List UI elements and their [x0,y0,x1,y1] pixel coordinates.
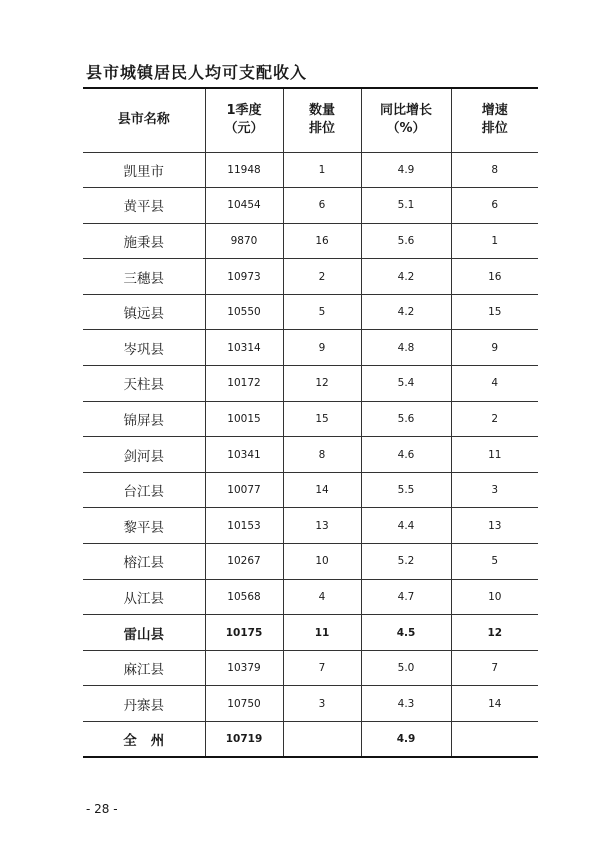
cell-county: 榕江县 [83,544,205,580]
header-yoy-growth [361,88,451,152]
cell-growth-rank: 4 [451,366,538,402]
cell-growth-rank: 10 [451,579,538,615]
table-row [83,437,538,473]
page-title: 县市城镇居民人均可支配收入 [86,63,308,82]
cell-income: 10973 [205,259,283,295]
cell-rank: 4 [283,579,361,615]
cell-income: 10341 [205,437,283,473]
cell-rank: 10 [283,544,361,580]
cell-growth: 4.5 [361,615,451,651]
header-amount-rank [283,88,361,152]
cell-income: 10175 [205,615,283,651]
page-number: - 28 - [86,802,118,816]
cell-growth: 4.2 [361,294,451,330]
cell-county: 丹寨县 [83,686,205,722]
cell-income: 9870 [205,223,283,259]
cell-rank: 13 [283,508,361,544]
cell-growth-rank: 7 [451,650,538,686]
cell-growth-rank: 1 [451,223,538,259]
table-row [83,223,538,259]
cell-growth: 5.6 [361,401,451,437]
income-table [83,87,538,758]
cell-growth: 5.4 [361,366,451,402]
cell-growth: 4.8 [361,330,451,366]
cell-growth: 4.7 [361,579,451,615]
cell-growth: 5.0 [361,650,451,686]
cell-growth-rank: 5 [451,544,538,580]
cell-rank: 1 [283,152,361,188]
table-row [83,152,538,188]
cell-growth: 4.6 [361,437,451,473]
header-q1-income [205,88,283,152]
cell-rank: 2 [283,259,361,295]
cell-rank: 16 [283,223,361,259]
table-total-row [83,722,538,758]
header-amount-rank-line1: 数量 [308,103,335,119]
table-row [83,188,538,224]
cell-growth: 5.1 [361,188,451,224]
header-amount-rank-line2: 排位 [308,121,335,137]
cell-county: 雷山县 [83,615,205,651]
cell-income: 10550 [205,294,283,330]
table-row [83,686,538,722]
cell-county: 从江县 [83,579,205,615]
header-growth-rank [451,88,538,152]
table-row [83,401,538,437]
cell-county: 天柱县 [83,366,205,402]
cell-county: 三穗县 [83,259,205,295]
cell-total-income: 10719 [205,722,283,758]
cell-growth: 5.5 [361,472,451,508]
cell-total-growth-rank [451,722,538,758]
cell-county: 锦屏县 [83,401,205,437]
cell-county: 凯里市 [83,152,205,188]
cell-income: 10568 [205,579,283,615]
cell-growth: 4.4 [361,508,451,544]
cell-growth-rank: 2 [451,401,538,437]
cell-growth-rank: 14 [451,686,538,722]
cell-rank: 14 [283,472,361,508]
cell-growth-rank: 6 [451,188,538,224]
cell-county: 黎平县 [83,508,205,544]
cell-total-growth: 4.9 [361,722,451,758]
table-row [83,544,538,580]
cell-income: 10015 [205,401,283,437]
cell-growth-rank: 13 [451,508,538,544]
cell-county: 岑巩县 [83,330,205,366]
cell-county: 剑河县 [83,437,205,473]
cell-growth-rank: 11 [451,437,538,473]
table-row [83,579,538,615]
cell-income: 10267 [205,544,283,580]
cell-rank: 15 [283,401,361,437]
cell-rank: 5 [283,294,361,330]
cell-county: 麻江县 [83,650,205,686]
table-row [83,330,538,366]
cell-growth: 4.9 [361,152,451,188]
cell-growth-rank: 8 [451,152,538,188]
header-q1-income-line2: （元） [224,121,264,137]
table-row [83,508,538,544]
cell-income: 10172 [205,366,283,402]
cell-growth: 4.3 [361,686,451,722]
cell-total-label: 全州 [83,722,205,758]
cell-county: 黄平县 [83,188,205,224]
table-row [83,472,538,508]
cell-growth-rank: 16 [451,259,538,295]
cell-rank: 8 [283,437,361,473]
cell-growth-rank: 3 [451,472,538,508]
table-row [83,294,538,330]
cell-income: 11948 [205,152,283,188]
cell-growth-rank: 9 [451,330,538,366]
cell-income: 10454 [205,188,283,224]
header-yoy-growth-line2: （%） [386,121,426,137]
cell-county: 施秉县 [83,223,205,259]
cell-rank: 3 [283,686,361,722]
table-row-highlighted [83,615,538,651]
cell-county: 台江县 [83,472,205,508]
cell-rank: 12 [283,366,361,402]
table-row [83,366,538,402]
cell-county: 镇远县 [83,294,205,330]
cell-growth: 5.2 [361,544,451,580]
cell-growth-rank: 12 [451,615,538,651]
header-yoy-growth-line1: 同比增长 [379,103,432,119]
table-header-row [83,88,538,152]
cell-total-rank [283,722,361,758]
cell-income: 10153 [205,508,283,544]
cell-rank: 7 [283,650,361,686]
cell-growth-rank: 15 [451,294,538,330]
header-growth-rank-line1: 增速 [481,103,508,119]
cell-rank: 9 [283,330,361,366]
header-county-name: 县市名称 [83,88,205,152]
cell-rank: 6 [283,188,361,224]
cell-growth: 4.2 [361,259,451,295]
cell-income: 10077 [205,472,283,508]
table-row [83,259,538,295]
header-growth-rank-line2: 排位 [481,121,508,137]
cell-growth: 5.6 [361,223,451,259]
header-q1-income-line1: 1季度 [226,103,262,119]
cell-income: 10314 [205,330,283,366]
cell-income: 10379 [205,650,283,686]
cell-rank: 11 [283,615,361,651]
table-row [83,650,538,686]
cell-income: 10750 [205,686,283,722]
